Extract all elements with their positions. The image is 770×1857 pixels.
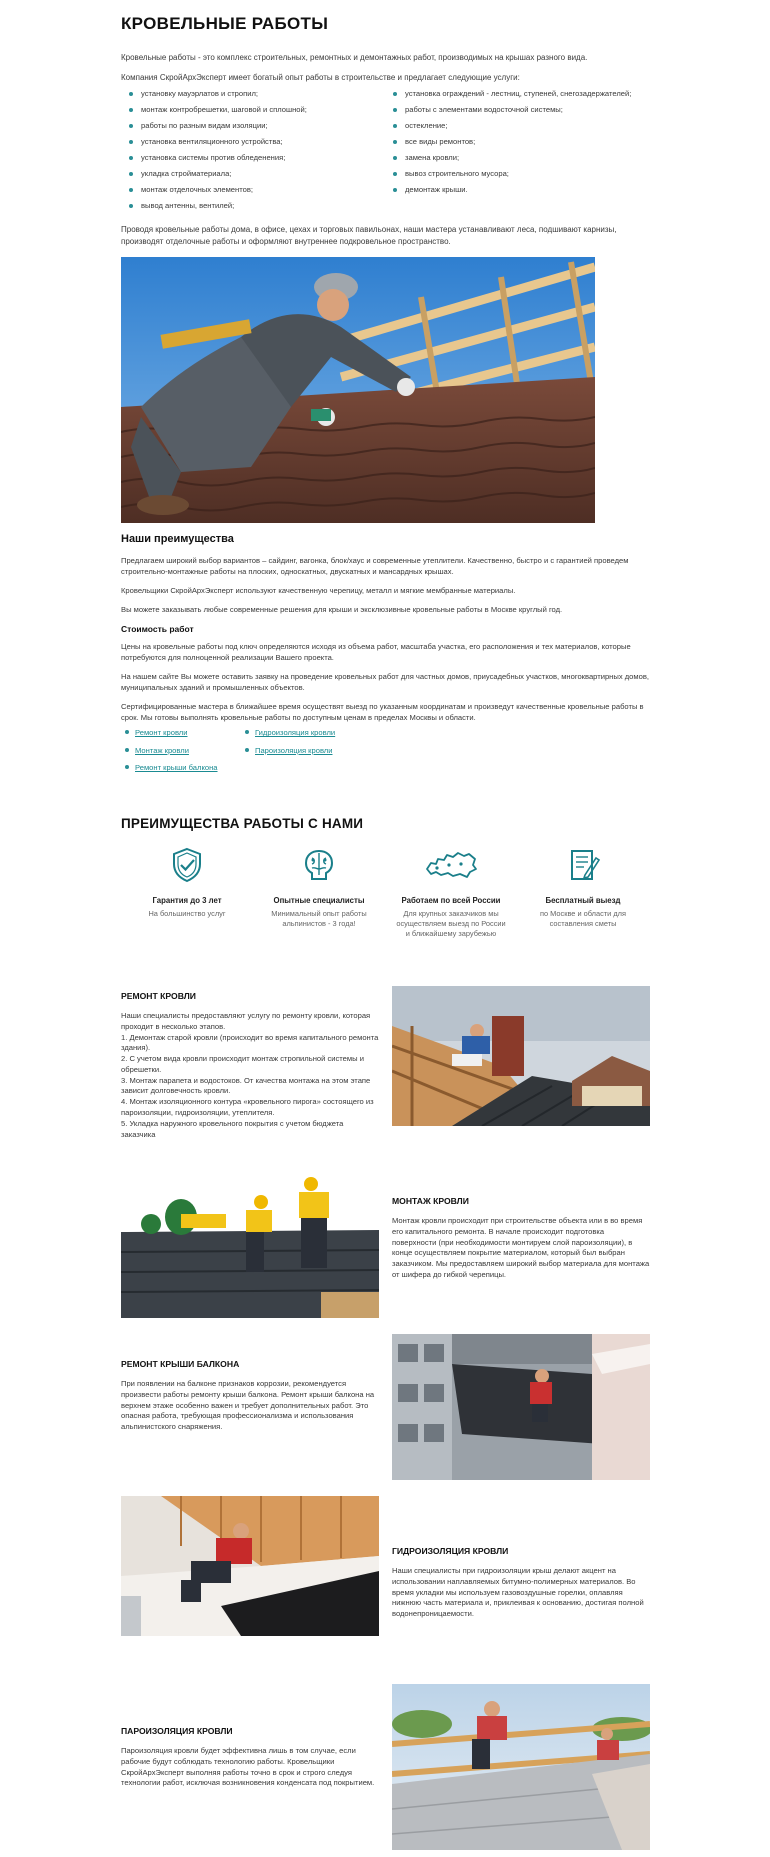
services-list bbox=[121, 88, 649, 216]
service-text-vapor-barrier: Пароизоляция кровли будет эффективна лишь в том случае, если рабочие будут соблюдать технологию работы. Кровельщики СкройАрхЭксперт выполняя работы точно в срок и строго следуя технологии работ, исключая возникновения конденсата под покрытием. bbox=[121, 1746, 375, 1788]
feature-desc: Минимальный опыт работы альпинистов - 3 года! bbox=[271, 909, 367, 929]
list-item: установка системы против обледенения; bbox=[121, 152, 385, 163]
service-text-waterproofing: Наши специалисты при гидроизоляции крыш делают акцент на использовании наплавляемых битумно-полимерных материалов. Во время укладки мы используем газовоздушные горелки, оплавляя нижнюю часть материала и, приклеивая к основанию, достигая полной водонепроницаемости. bbox=[392, 1566, 644, 1619]
intro-section bbox=[121, 52, 649, 255]
feature-desc: Для крупных заказчиков мы осуществляем выезд по России и ближайшему зарубежью bbox=[396, 909, 506, 939]
service-links bbox=[121, 727, 649, 780]
service-title-roof-repair: РЕМОНТ КРОВЛИ bbox=[121, 991, 196, 1001]
list-item: установку мауэрлатов и стропил; bbox=[121, 88, 385, 99]
features-row bbox=[121, 845, 649, 939]
service-text-roof-repair: Наши специалисты предоставляют услугу по ремонту кровли, которая проходит в несколько этапов. 1. Демонтаж старой кровли (происходит во время капитального ремонта здания). 2. С учетом вида кровли происходит монтаж стропильной системы и обрешетки. 3. Монтаж парапета и водостоков. От качества монтажа на этом этапе зависит долговечность кровли. 4. Монтаж изоляционного контура «кровельного пирога» состоящего из пароизоляции, гидроизоляции, утеплителя. 5. Укладка наружного кровельного покрытия с учетом бюджета заказчика bbox=[121, 1011, 379, 1139]
feature-title: Опытные специалисты bbox=[273, 896, 365, 905]
advantages-paragraph: Кровельщики СкройАрхЭксперт используют качественную черепицу, металл и мягкие мембранные материалы. bbox=[121, 585, 516, 595]
why-us-title: ПРЕИМУЩЕСТВА РАБОТЫ С НАМИ bbox=[121, 816, 364, 831]
list-item: замена кровли; bbox=[385, 152, 649, 163]
list-item: монтаж контробрешетки, шаговой и сплошной; bbox=[121, 104, 385, 115]
advantages-paragraph: Вы можете заказывать любые современные решения для крыши и эксклюзивные кровельные работы в Москве круглый год. bbox=[121, 604, 563, 614]
services-list-right bbox=[385, 88, 649, 216]
service-text-roof-installation: Монтаж кровли происходит при строительстве объекта или в во время его капитального ремонта. В начале происходит подготовка поверхности (при необходимости монтируем слой пароизоляции), в конце осуществляем покрытие материалом, который был выбран заказчиком. Мы предоставляем широкий выбор материала для монтажа от шифера до гибкой черепицы. bbox=[392, 1216, 650, 1279]
link-waterproofing[interactable]: Гидроизоляция кровли bbox=[255, 728, 336, 738]
feature-desc: На большинство услуг bbox=[148, 909, 226, 919]
feature-title: Работаем по всей России bbox=[401, 896, 501, 905]
feature-russia bbox=[385, 845, 517, 939]
list-item: установка ограждений - лестниц, ступеней, снегозадержателей; bbox=[385, 88, 649, 99]
feature-title: Бесплатный выезд bbox=[545, 896, 621, 905]
list-item bbox=[121, 745, 241, 757]
photo-waterproofing bbox=[121, 1496, 379, 1636]
link-vapor-barrier[interactable]: Пароизоляция кровли bbox=[255, 745, 333, 755]
russia-map-icon bbox=[423, 845, 479, 885]
feature-warranty bbox=[121, 845, 253, 939]
page-title: КРОВЕЛЬНЫЕ РАБОТЫ bbox=[121, 14, 329, 33]
list-item: монтаж отделочных элементов; bbox=[121, 184, 385, 195]
list-item: работы с элементами водосточной системы; bbox=[385, 104, 649, 115]
photo-roof-installation bbox=[121, 1172, 379, 1318]
hero-photo-roofer bbox=[121, 257, 595, 523]
intro-paragraph: Компания СкройАрхЭксперт имеет богатый опыт работы в строительстве и предлагает следующие услуги: bbox=[121, 72, 520, 82]
link-roof-installation[interactable]: Монтаж кровли bbox=[135, 745, 189, 755]
cost-heading: Стоимость работ bbox=[121, 623, 194, 634]
advantages-heading: Наши преимущества bbox=[121, 533, 234, 545]
list-item bbox=[121, 727, 241, 739]
shield-check-icon bbox=[167, 845, 207, 885]
service-text-balcony-roof-repair: При появлении на балконе признаков коррозии, рекомендуется произвести работы ремонту крыши балкона. Ремонт крыши балкона на верхнем этаже особенно важен и требует дополнительных работ. Это опасная работа, требующая профессионализма и использования альпинистского снаряжения. bbox=[121, 1379, 375, 1432]
list-item: остекление; bbox=[385, 120, 649, 131]
list-item bbox=[121, 762, 241, 774]
service-title-vapor-barrier: ПАРОИЗОЛЯЦИЯ КРОВЛИ bbox=[121, 1726, 233, 1736]
feature-title: Гарантия до 3 лет bbox=[152, 896, 222, 905]
link-balcony-roof-repair[interactable]: Ремонт крыши балкона bbox=[135, 763, 218, 773]
cost-paragraph: Сертифицированные мастера в ближайшее время осуществят выезд по указанным координатам и произведут качественные кровельные работы в срок. Мы готовы выполнять кровельные работы по доступным ценам в пределах Москвы и области. bbox=[121, 702, 644, 723]
service-title-balcony-roof-repair: РЕМОНТ КРЫШИ БАЛКОНА bbox=[121, 1359, 240, 1369]
service-title-roof-installation: МОНТАЖ КРОВЛИ bbox=[392, 1196, 469, 1206]
intro-paragraph: Кровельные работы - это комплекс строительных, ремонтных и демонтажных работ, производимых на крышах разного вида. bbox=[121, 53, 588, 62]
list-item: работы по разным видам изоляции; bbox=[121, 120, 385, 131]
brain-icon bbox=[299, 845, 339, 885]
services-list-left bbox=[121, 88, 385, 216]
service-links-left bbox=[121, 727, 241, 780]
intro-paragraph: Проводя кровельные работы дома, в офисе, цехах и торговых павильонах, наши мастера устанавливают леса, подшивают карнизы, производят отделочные работы и оформляют внутреннее подкровельное пространство. bbox=[121, 225, 617, 246]
photo-roof-repair bbox=[392, 986, 650, 1126]
link-roof-repair[interactable]: Ремонт кровли bbox=[135, 728, 188, 738]
list-item: вывоз строительного мусора; bbox=[385, 168, 649, 179]
service-links-right bbox=[241, 727, 361, 780]
feature-free-visit bbox=[517, 845, 649, 939]
photo-vapor-barrier bbox=[392, 1684, 650, 1850]
advantages-section bbox=[121, 532, 649, 780]
list-item bbox=[241, 745, 361, 757]
list-item: вывод антенны, вентилей; bbox=[121, 200, 385, 211]
advantages-paragraph: Предлагаем широкий выбор вариантов – сайдинг, вагонка, блок/хаус и современные утеплители. Качественно, быстро и с гарантией проведем строительно-монтажные работы на плоских, односкатных, двускатных и мансардных крышах. bbox=[121, 555, 629, 576]
service-title-waterproofing: ГИДРОИЗОЛЯЦИЯ КРОВЛИ bbox=[392, 1546, 509, 1556]
document-pen-icon bbox=[563, 845, 603, 885]
list-item: установка вентиляционного устройства; bbox=[121, 136, 385, 147]
cost-paragraph: На нашем сайте Вы можете оставить заявку на проведение кровельных работ для частных домов, приусадебных участков, многоквартирных домов, муниципальных зданий и промышленных объектов. bbox=[121, 672, 649, 693]
list-item bbox=[241, 727, 361, 739]
list-item: укладка стройматериала; bbox=[121, 168, 385, 179]
feature-experts bbox=[253, 845, 385, 939]
list-item: демонтаж крыши. bbox=[385, 184, 649, 195]
cost-paragraph: Цены на кровельные работы под ключ определяются исходя из объема работ, масштаба участка, его расположения и тех материалов, которые потребуются для полноценной реализации Вашего проекта. bbox=[121, 642, 631, 663]
photo-balcony-roof bbox=[392, 1334, 650, 1480]
list-item: все виды ремонтов; bbox=[385, 136, 649, 147]
feature-desc: по Москве и области для составления сметы bbox=[540, 909, 626, 929]
